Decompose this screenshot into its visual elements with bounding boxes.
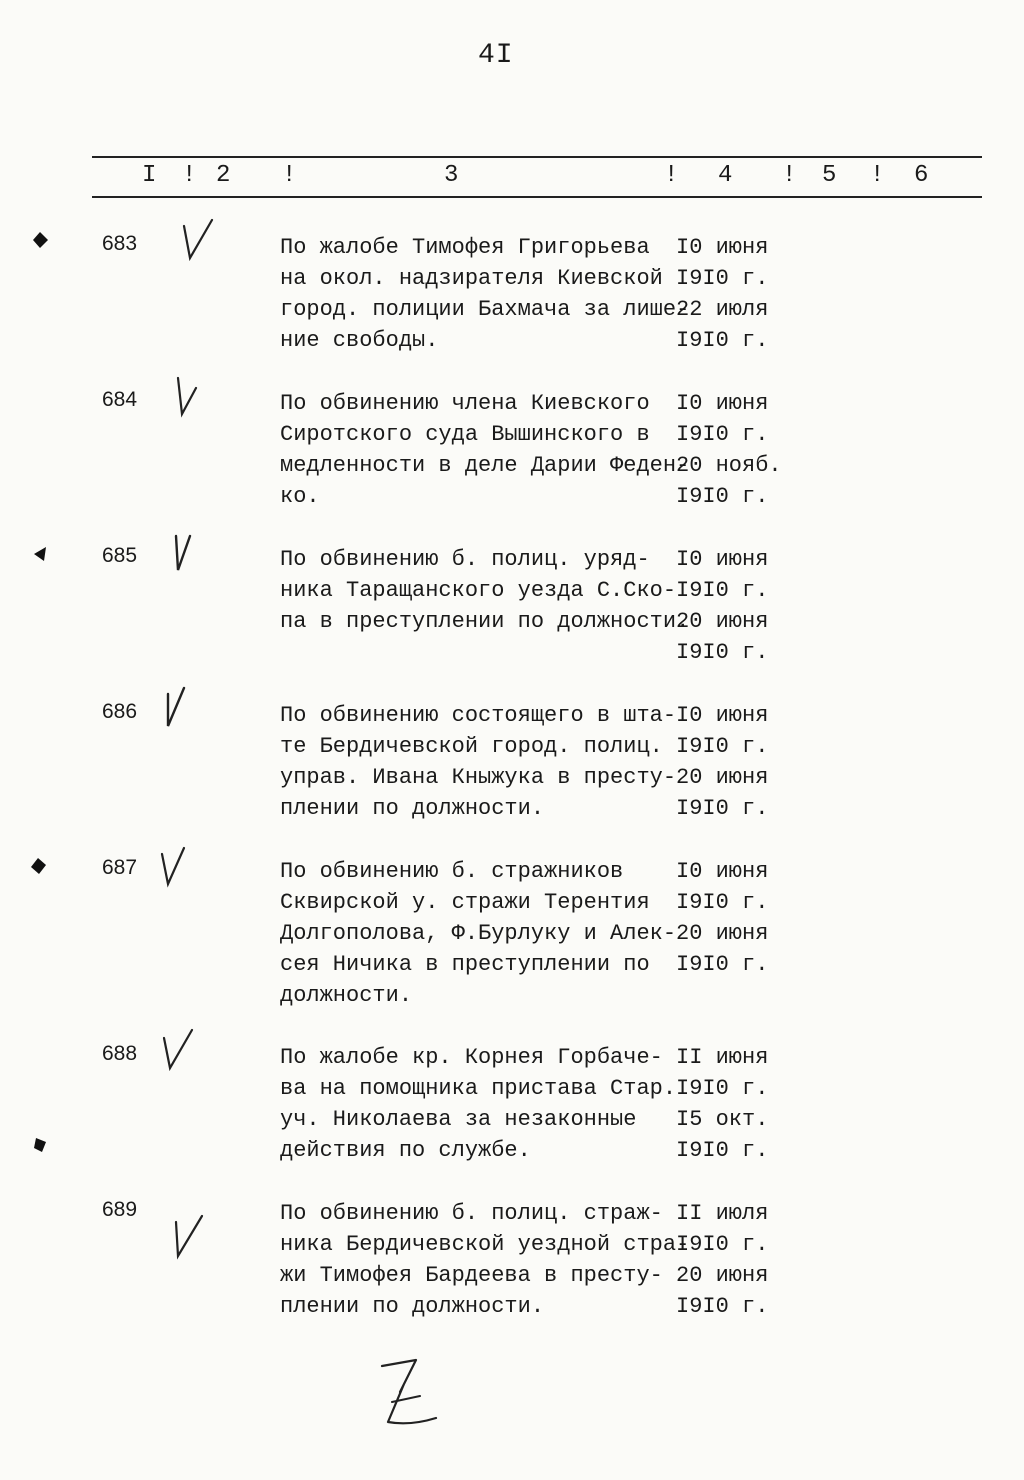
entry-dates [676, 1042, 786, 1166]
date-line: I9I0 г. [676, 484, 769, 509]
page-number: 4I [478, 40, 514, 71]
description-line: плении по должности. [280, 796, 545, 821]
date-line: I9I0 г. [676, 640, 769, 665]
date-line: I9I0 г. [676, 1232, 769, 1257]
entry-dates [676, 1198, 786, 1322]
column-header-3: 3 [444, 162, 459, 189]
description-line: на окол. надзирателя Киевской [280, 266, 663, 291]
entry-description [280, 700, 675, 824]
date-line: 20 июня [676, 765, 769, 790]
description-line: ва на помощника пристава Стар. [280, 1076, 677, 1101]
date-line: I0 июня [676, 703, 769, 728]
description-line: город. полиции Бахмача за лише- [280, 297, 690, 322]
checkmark-icon [158, 686, 198, 734]
entry-dates [676, 388, 786, 512]
entry-dates [676, 700, 786, 824]
description-line: должности. [280, 983, 413, 1008]
date-line: I9I0 г. [676, 890, 769, 915]
date-line: 22 июля [676, 297, 769, 322]
checkmark-icon [156, 842, 196, 890]
date-line: 20 июня [676, 1263, 769, 1288]
entry-number: 683 [102, 232, 138, 255]
entry-description [280, 1198, 690, 1322]
margin-mark-icon [30, 230, 50, 250]
date-line: II июня [676, 1045, 769, 1070]
checkmark-icon [178, 218, 218, 266]
description-line: Сиротского суда Вышинского в [280, 422, 650, 447]
date-line: 20 июня [676, 921, 769, 946]
column-separator: ! [282, 162, 297, 189]
margin-mark-icon [30, 544, 50, 564]
date-line: I9I0 г. [676, 1294, 769, 1319]
date-line: I5 окт. [676, 1107, 769, 1132]
description-line: По обвинению состоящего в шта- [280, 703, 677, 728]
column-separator: ! [664, 162, 679, 189]
date-line: I9I0 г. [676, 266, 769, 291]
table-header-bottom-rule [92, 196, 982, 198]
entry-description [280, 388, 690, 512]
description-line: ко. [280, 484, 320, 509]
description-line: действия по службе. [280, 1138, 531, 1163]
table-header-top-rule [92, 156, 982, 158]
description-line: ника Бердичевской уездной стра- [280, 1232, 690, 1257]
entry-description [280, 1042, 675, 1166]
entry-number: 689 [102, 1198, 138, 1221]
checkmark-icon [168, 530, 208, 578]
signature-icon [370, 1352, 450, 1442]
entry-description [280, 856, 675, 1011]
entry-description [280, 544, 690, 637]
entry-dates [676, 856, 786, 980]
column-header-2: 2 [216, 162, 231, 189]
column-header-4: 4 [718, 162, 733, 189]
margin-mark-icon [28, 856, 48, 876]
date-line: I9I0 г. [676, 578, 769, 603]
entry-number: 685 [102, 544, 138, 567]
description-line: медленности в деле Дарии Феден- [280, 453, 690, 478]
date-line: II июля [676, 1201, 769, 1226]
entry-number: 684 [102, 388, 138, 411]
description-line: По жалобе Тимофея Григорьева [280, 235, 650, 260]
date-line: I0 июня [676, 391, 769, 416]
date-line: I9I0 г. [676, 734, 769, 759]
description-line: жи Тимофея Бардеева в престу- [280, 1263, 663, 1288]
date-line: I0 июня [676, 859, 769, 884]
date-line: I0 июня [676, 547, 769, 572]
description-line: уч. Николаева за незаконные [280, 1107, 637, 1132]
date-line: 20 нояб. [676, 453, 782, 478]
entry-dates [676, 544, 786, 668]
description-line: сея Ничика в преступлении по [280, 952, 650, 977]
description-line: ние свободы. [280, 328, 439, 353]
column-separator: ! [782, 162, 797, 189]
description-line: По обвинению б. стражников [280, 859, 624, 884]
date-line: 20 июня [676, 609, 769, 634]
date-line: I9I0 г. [676, 952, 769, 977]
date-line: I0 июня [676, 235, 769, 260]
description-line: Сквирской у. стражи Терентия [280, 890, 650, 915]
checkmark-icon [170, 374, 210, 422]
description-line: По обвинению члена Киевского [280, 391, 650, 416]
description-line: ника Таращанского уезда С.Ско- [280, 578, 677, 603]
date-line: I9I0 г. [676, 422, 769, 447]
description-line: По обвинению б. полиц. страж- [280, 1201, 663, 1226]
description-line: По жалобе кр. Корнея Горбаче- [280, 1045, 663, 1070]
date-line: I9I0 г. [676, 1076, 769, 1101]
entry-dates [676, 232, 786, 356]
description-line: Долгополова, Ф.Бурлуку и Алек- [280, 921, 677, 946]
description-line: плении по должности. [280, 1294, 545, 1319]
entry-description [280, 232, 690, 356]
entry-number: 686 [102, 700, 138, 723]
description-line: па в преступлении по должности. [280, 609, 690, 634]
description-line: По обвинению б. полиц. уряд- [280, 547, 650, 572]
checkmark-icon [158, 1028, 198, 1076]
date-line: I9I0 г. [676, 1138, 769, 1163]
column-header-1: I [142, 162, 157, 189]
column-header-5: 5 [822, 162, 837, 189]
column-separator: ! [870, 162, 885, 189]
entry-number: 688 [102, 1042, 138, 1065]
date-line: I9I0 г. [676, 328, 769, 353]
margin-mark-icon [30, 1134, 50, 1154]
entry-number: 687 [102, 856, 138, 879]
column-header-6: 6 [914, 162, 929, 189]
description-line: те Бердичевской город. полиц. [280, 734, 663, 759]
date-line: I9I0 г. [676, 796, 769, 821]
checkmark-icon [168, 1212, 208, 1260]
column-separator: ! [182, 162, 197, 189]
description-line: управ. Ивана Кныжука в престу- [280, 765, 677, 790]
